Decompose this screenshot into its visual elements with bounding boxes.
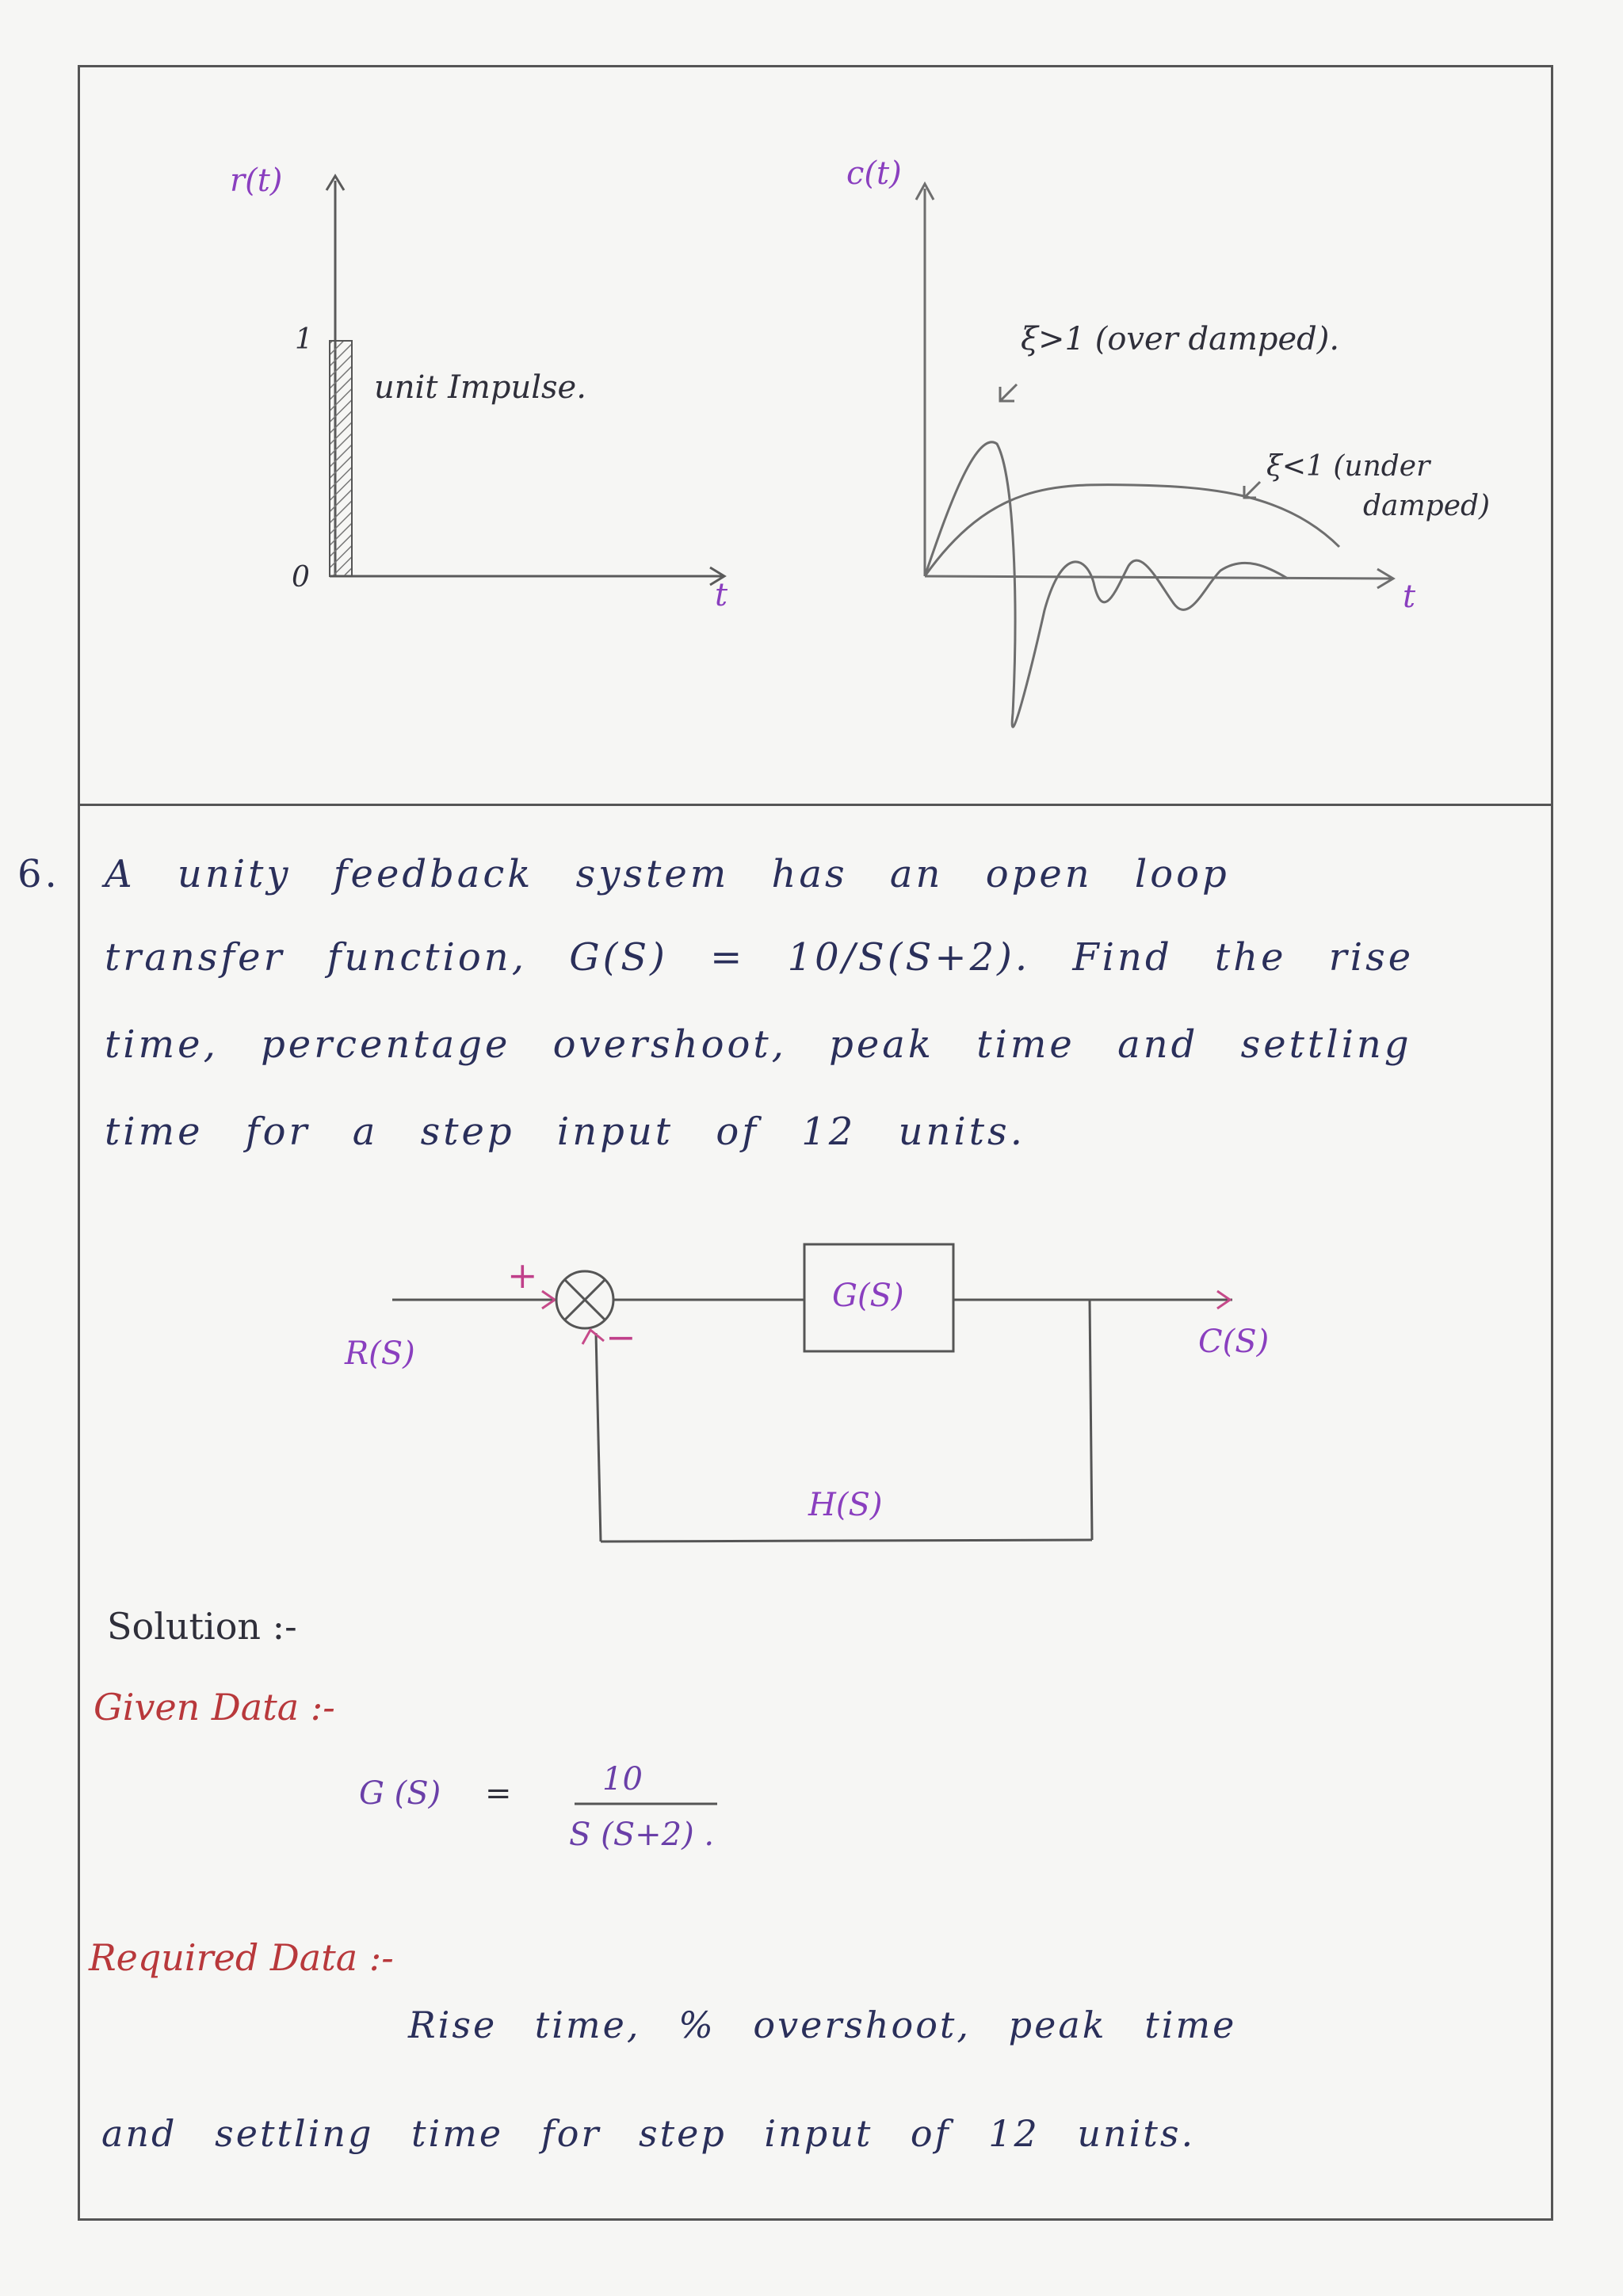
plus-sign: + <box>507 1254 538 1297</box>
required-data-heading: Required Data :- <box>89 1936 394 1979</box>
feedback-arrow-icon <box>582 1330 604 1344</box>
question-line-4: time for a step input of 12 units. <box>105 1110 1025 1154</box>
required-line-1: Rise time, % overshoot, peak time <box>408 2004 1237 2046</box>
question-line-1: A unity feedback system has an open loop <box>105 852 1230 896</box>
g-numerator: 10 <box>602 1761 643 1797</box>
impulse-tick-zero: 0 <box>292 561 310 594</box>
impulse-tick-one: 1 <box>295 323 313 356</box>
given-data-heading: Given Data :- <box>94 1686 335 1729</box>
underdamped-label-1: ξ<1 (under <box>1266 450 1430 483</box>
underdamped-label-2: damped) <box>1363 490 1491 522</box>
response-x-label: t <box>1403 579 1416 615</box>
minus-sign: − <box>605 1316 636 1358</box>
required-line-2: and settling time for step input of 12 units. <box>101 2112 1196 2155</box>
response-y-label: c(t) <box>846 155 902 192</box>
impulse-bar <box>330 341 352 576</box>
question-number: 6. <box>17 852 60 896</box>
overdamped-label: ξ>1 (over damped). <box>1021 321 1340 357</box>
impulse-annotation: unit Impulse. <box>374 369 586 406</box>
g-equals: = <box>485 1775 512 1812</box>
feedback-down-line <box>1090 1300 1092 1540</box>
g-denominator: S (S+2) . <box>569 1817 715 1853</box>
impulse-y-label: r(t) <box>230 162 283 199</box>
feedback-label: H(S) <box>808 1487 883 1523</box>
g-lhs: G (S) <box>359 1775 441 1812</box>
output-label: C(S) <box>1198 1324 1270 1360</box>
response-x-axis <box>925 576 1392 579</box>
question-line-2: transfer function, G(S) = 10/S(S+2). Find the rise <box>105 935 1415 980</box>
impulse-x-label: t <box>715 577 728 613</box>
input-label: R(S) <box>345 1335 415 1372</box>
feedback-up-line <box>596 1333 601 1541</box>
question-line-3: time, percentage overshoot, peak time and settling <box>105 1022 1412 1067</box>
forward-block-label: G(S) <box>832 1278 904 1314</box>
solution-heading: Solution :- <box>107 1605 297 1648</box>
feedback-bottom-line <box>601 1540 1092 1541</box>
